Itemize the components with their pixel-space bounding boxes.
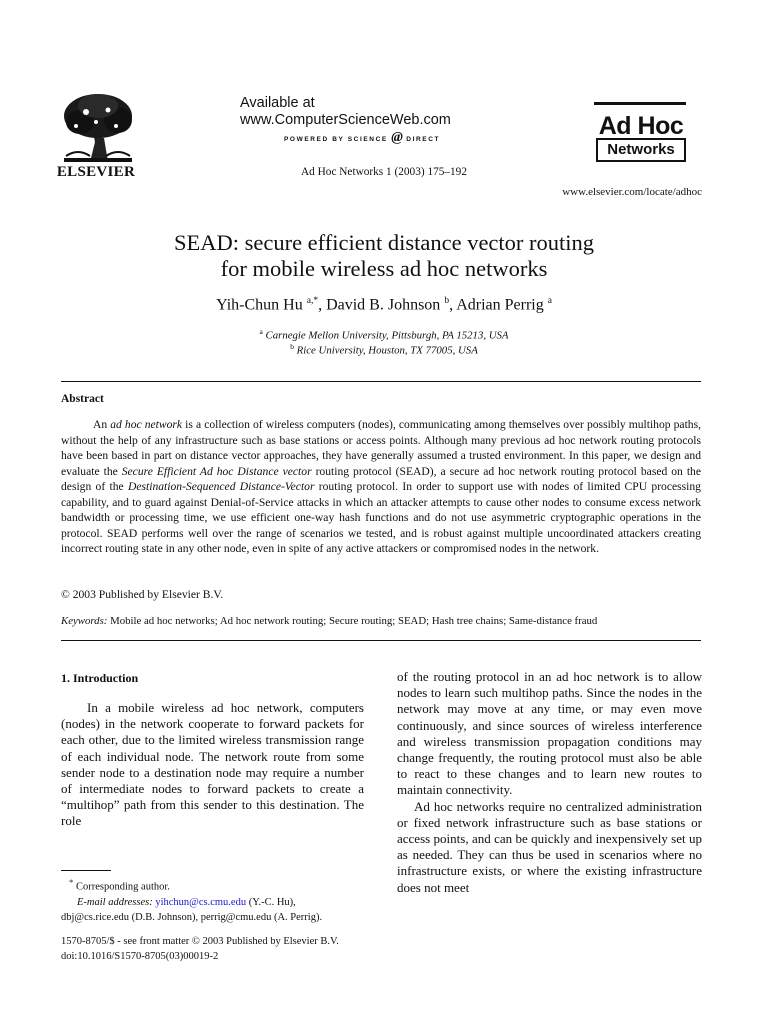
- affiliation-b: [0, 342, 768, 357]
- keywords-list: Mobile ad hoc networks; Ad hoc network routing; Secure routing; SEAD; Hash tree chains; Same-distance fraud: [110, 615, 598, 627]
- abstract-emph: ad hoc network: [110, 418, 183, 431]
- abstract-heading: Abstract: [61, 393, 104, 405]
- corresponding-author-note: [61, 875, 366, 895]
- availability-notice: [240, 95, 451, 129]
- sciencedirect-at-icon: @: [391, 130, 403, 145]
- abstract-emph: Secure Efficient Ad hoc Distance vector: [121, 464, 312, 478]
- affiliation-a: [0, 327, 768, 342]
- email-label: E-mail addresses:: [77, 896, 153, 908]
- email-rest: (Y.-C. Hu), dbj@cs.rice.edu (D.B. Johnson), perrig@cmu.edu (A. Perrig).: [61, 896, 323, 923]
- author-name: David B. Johnson: [326, 296, 441, 314]
- publisher-name: ELSEVIER: [56, 164, 136, 180]
- computersciweb-url: www.ComputerScienceWeb.com: [240, 112, 451, 128]
- author-affil-marker: a: [547, 296, 552, 306]
- author-affil-marker: b: [444, 296, 450, 306]
- logo-bar: [594, 102, 686, 105]
- author-affil-marker: a,*: [306, 296, 319, 306]
- footnote-rule: [61, 870, 111, 871]
- email-addresses: [61, 895, 366, 925]
- powered-prefix: POWERED BY SCIENCE: [284, 136, 388, 143]
- keywords-line: [61, 615, 597, 627]
- intro-paragraph: of the routing protocol in an ad hoc network is to allow nodes to learn such multihop paths. Since the nodes in the network may move at any time, or may even move continuously, and since sources of wireless interference and wireless transmission propagation conditions may change frequently, the routing protocol must also be able to react to these changes and to learn new routes to maintain connectivity.: [397, 669, 702, 798]
- journal-logo: [594, 102, 688, 162]
- divider-bottom: [61, 640, 701, 641]
- journal-citation: Ad Hoc Networks 1 (2003) 175–192: [301, 166, 467, 178]
- corresponding-label: Corresponding author.: [76, 881, 170, 893]
- author-name: Adrian Perrig: [456, 296, 544, 314]
- paper-title: [0, 230, 768, 282]
- elsevier-tree-logo-icon: [60, 92, 136, 164]
- footnote-marker: *: [69, 877, 74, 887]
- journal-logo-line2: Networks: [596, 138, 686, 162]
- author-list: Yih-Chun Hu $^{a,*}$, David B. Johnson $^b$, Adrian Perrig $^a$: [216, 296, 552, 314]
- abstract-text: is a collection of wireless computers (nodes), communicating among themselves over possibly multihop paths, without the help of any infrastructure such as base stations or access points. Although many previous ad hoc network routing protocols have been based in part on distance vector approaches, they have generally assumed a trusted environment. In this paper, we design and evaluate the: [61, 418, 702, 478]
- divider-top: [61, 381, 701, 382]
- abstract-emph: Destination-Sequenced Distance-Vector: [127, 480, 315, 494]
- section-heading: 1. Introduction: [61, 671, 139, 685]
- affil-marker: a: [259, 327, 263, 336]
- abstract-text: routing protocol. In order to support use with nodes of limited CPU processing capability, and to guard against Denial-of-Service attacks in which an attacker attempts to cause other nodes to consume excess network bandwidth or processing time, we use efficient one-way hash functions and do not use asymmetric cryptographic operations in the protocol. SEAD performs well over the range of scenarios we tested, and is robust against multiple uncoordinated attackers creating incorrect routing state in any other node, even in spite of any active attackers or compromised nodes in the network.: [61, 480, 701, 556]
- abstract-body: [61, 417, 701, 557]
- email-link[interactable]: yihchun@cs.cmu.edu: [155, 896, 247, 908]
- intro-left-column: In a mobile wireless ad hoc network, computers (nodes) in the network cooperate to forward packets for each other, due to the limited wireless transmission range of each individual node. The network route from some sender node to a destination node may require a number of intermediate nodes to forward packets to create a “multihop” path from this sender to this destination. The role: [61, 700, 364, 829]
- affil-marker: b: [290, 342, 294, 351]
- journal-logo-line1: Ad Hoc: [598, 112, 684, 140]
- doi-line: doi:10.1016/S1570-8705(03)00019-2: [61, 951, 219, 962]
- title-line-1: SEAD: secure efficient distance vector routing: [173, 230, 595, 255]
- powered-by-line: [284, 130, 440, 146]
- affil-text: Carnegie Mellon University, Pittsburgh, PA 15213, USA: [265, 329, 509, 342]
- abstract-text: An: [93, 418, 111, 431]
- journal-url-link[interactable]: www.elsevier.com/locate/adhoc: [562, 186, 702, 198]
- keywords-label: Keywords:: [61, 615, 108, 627]
- author-name: Yih-Chun Hu: [216, 296, 303, 314]
- powered-suffix: DIRECT: [406, 136, 441, 143]
- front-matter: [61, 934, 339, 964]
- intro-paragraph: Ad hoc networks require no centralized administration or fixed network infrastructure such as base stations or access points, and can be quickly and inexpensively set up as needed. They can thus be used in scenarios where no infrastructure exists, or where the existing infrastructure does not meet: [397, 798, 702, 895]
- title-line-2: for mobile wireless ad hoc networks: [220, 256, 548, 281]
- abstract-text: routing protocol (SEAD), a secure ad hoc network routing protocol based on the design of the: [61, 464, 701, 494]
- affil-text: Rice University, Houston, TX 77005, USA: [296, 344, 478, 357]
- footnote: [61, 875, 366, 925]
- abstract-copyright: © 2003 Published by Elsevier B.V.: [61, 588, 224, 601]
- issn-line: 1570-8705/$ - see front matter © 2003 Published by Elsevier B.V.: [61, 936, 339, 947]
- intro-right-column: [397, 669, 702, 896]
- available-at-text: Available at: [240, 95, 315, 111]
